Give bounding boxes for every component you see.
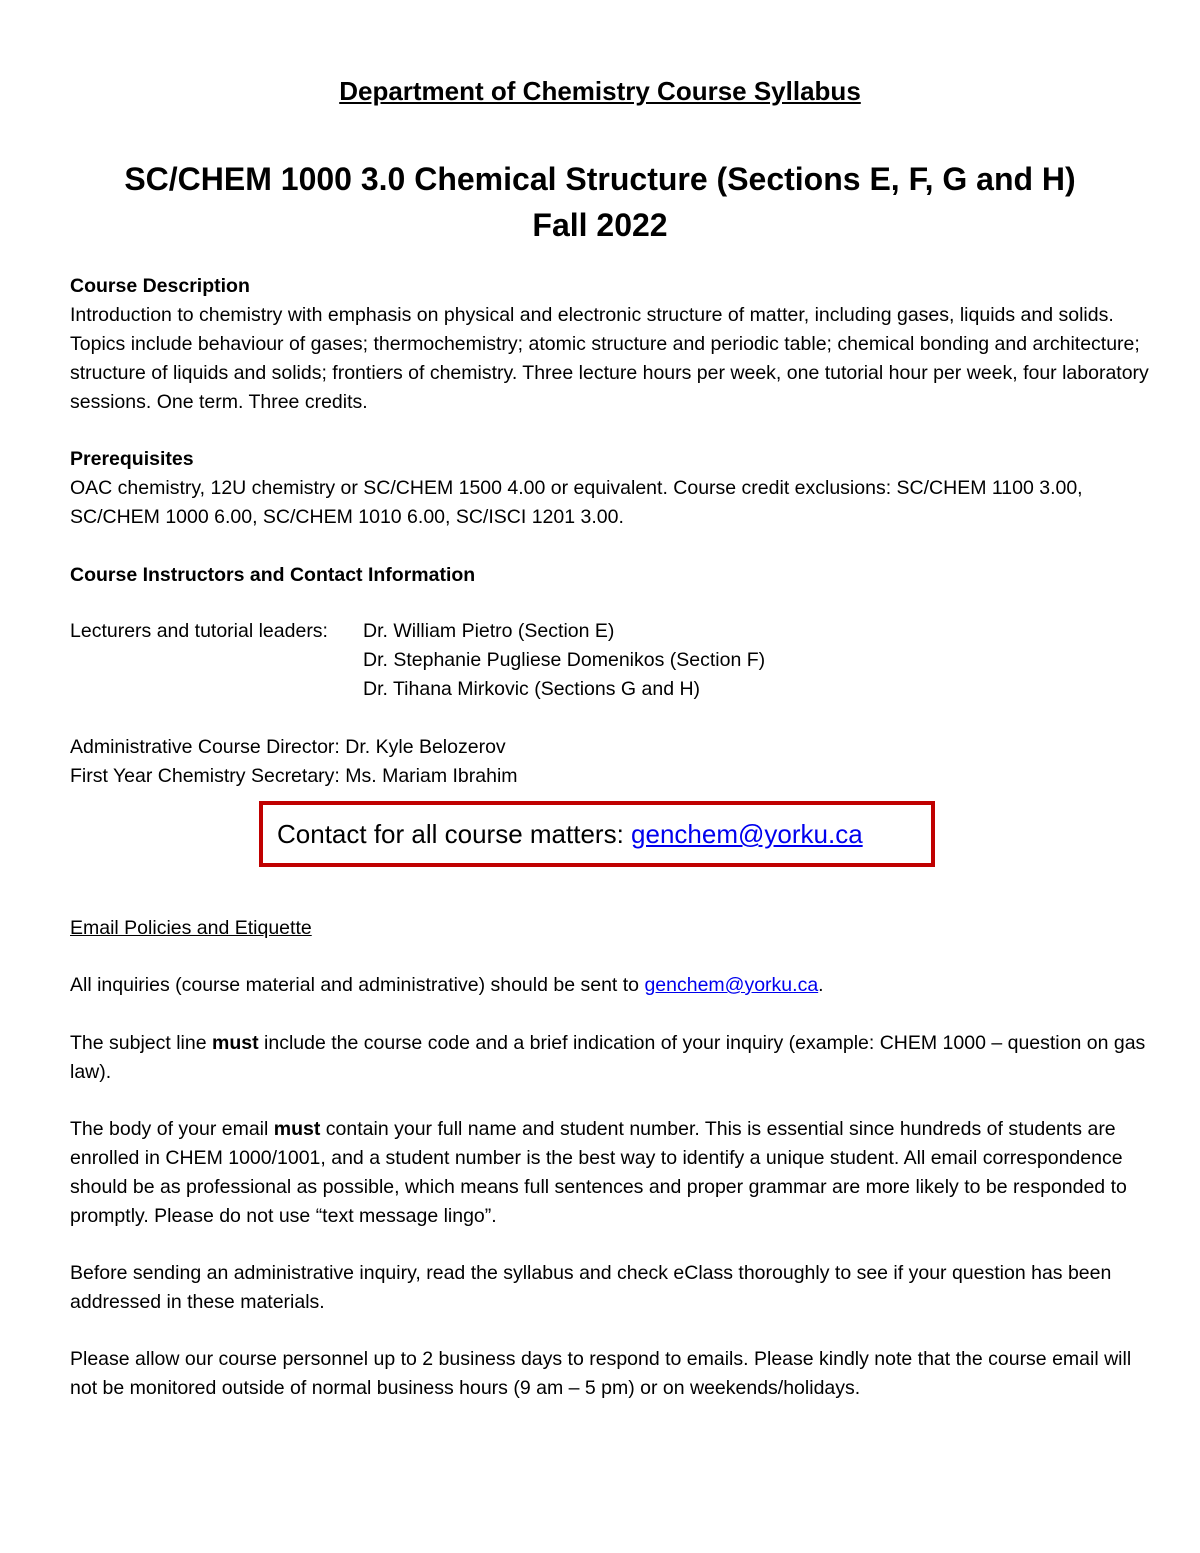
secretary-line	[70, 762, 1150, 791]
policy-text: Before sending an administrative inquiry, read the syllabus and check eClass thoroughly to see if your question has been addressed in these materials.	[70, 1262, 1112, 1313]
course-director-label: Administrative Course Director:	[70, 736, 340, 758]
secretary-label: First Year Chemistry Secretary:	[70, 765, 340, 787]
email-policy-paragraph	[70, 1259, 1150, 1317]
contact-email-link[interactable]: genchem@yorku.ca	[631, 819, 863, 849]
policy-text: include the course code and a brief indication of your inquiry (example: CHEM 1000 – question on gas law).	[70, 1032, 1146, 1083]
email-policy-paragraph	[70, 1115, 1150, 1231]
emphasis-text: must	[273, 1118, 321, 1140]
contact-box	[259, 801, 935, 867]
policy-text: All inquiries (course material and administrative) should be sent to	[70, 974, 640, 996]
course-director-line	[70, 733, 1150, 762]
lecturer-name: Dr. Stephanie Pugliese Domenikos (Section F)	[363, 649, 766, 671]
email-policy-paragraph	[70, 1345, 1150, 1403]
course-title-line: SC/CHEM 1000 3.0 Chemical Structure (Sections E, F, G and H)	[124, 161, 1076, 197]
course-term: Fall 2022	[532, 207, 668, 243]
emphasis-text: must	[212, 1032, 259, 1054]
course-title	[0, 156, 1200, 248]
department-title: Department of Chemistry Course Syllabus	[339, 76, 861, 106]
policy-text: The body of your email	[70, 1118, 269, 1140]
course-description-heading: Course Description	[70, 275, 250, 297]
email-policies-heading-text: Email Policies and Etiquette	[70, 917, 312, 939]
lecturer-name: Dr. Tihana Mirkovic (Sections G and H)	[363, 678, 701, 700]
prerequisites-text: OAC chemistry, 12U chemistry or SC/CHEM 1500 4.00 or equivalent. Course credit exclusions: SC/CHEM 1100 3.00, SC/CHEM 1000 6.00, SC/CHEM 1010 6.00, SC/ISCI 1201 3.00.	[70, 477, 1083, 528]
course-description-text: Introduction to chemistry with emphasis on physical and electronic structure of matter, including gases, liquids and solids. Topics include behaviour of gases; thermochemistry; atomic structure and periodic table; chemical bonding and architecture; structure of liquids and solids; frontiers of chemistry. Three lecture hours per week, one tutorial hour per week, four laboratory sessions. One term. Three credits.	[70, 304, 1149, 413]
prerequisites-section	[70, 445, 1150, 532]
lecturers-label: Lecturers and tutorial leaders:	[70, 620, 328, 642]
course-director-name: Dr. Kyle Belozerov	[345, 736, 506, 758]
policy-text: contain your full name and student number. This is essential since hundreds of students are enrolled in CHEM 1000/1001, and a student number is the best way to identify a unique student. All email correspondence should be as professional as possible, which means full sentences and proper grammar are more likely to be responded to promptly. Please do not use “text message lingo”.	[70, 1118, 1127, 1227]
course-description-section	[70, 272, 1150, 417]
policy-text: .	[818, 974, 824, 996]
email-policies-heading	[70, 914, 1150, 943]
lecturer-name: Dr. William Pietro (Section E)	[363, 620, 615, 642]
policy-text: Please allow our course personnel up to 2 business days to respond to emails. Please kindly note that the course email will not be monitored outside of normal business hours (9 am – 5 pm) or on weekends/holidays.	[70, 1348, 1132, 1399]
email-policy-paragraph	[70, 1029, 1150, 1087]
instructors-heading-text: Course Instructors and Contact Information	[70, 564, 476, 586]
secretary-name: Ms. Mariam Ibrahim	[345, 765, 518, 787]
email-policy-paragraph	[70, 971, 1150, 1000]
contact-label: Contact for all course matters:	[277, 819, 624, 849]
policy-text: The subject line	[70, 1032, 207, 1054]
administration-info	[70, 733, 1150, 791]
prerequisites-heading: Prerequisites	[70, 448, 194, 470]
inquiry-email-link[interactable]: genchem@yorku.ca	[644, 974, 819, 996]
instructors-heading	[70, 561, 1150, 590]
